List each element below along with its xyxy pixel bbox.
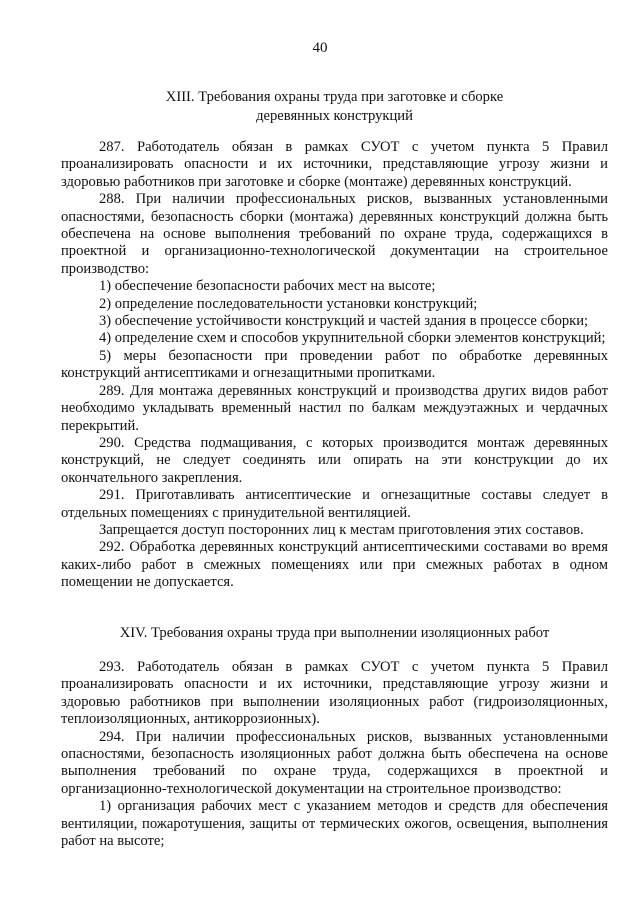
paragraph-289: 289. Для монтажа деревянных конструкций и производства других видов работ необходимо укладывать временный настил по балкам междуэтажных и чердачных перекрытий.	[61, 382, 608, 434]
paragraph-292: 292. Обработка деревянных конструкций антисептическими составами во время каких-либо работ в смежных помещениях или при смежных работах в одном помещении не допускается.	[61, 539, 608, 591]
section-14-body	[61, 659, 608, 850]
list-item-288-1: 1) обеспечение безопасности рабочих мест на высоте;	[99, 278, 436, 295]
page-number: 40	[312, 40, 328, 56]
paragraph-293: 293. Работодатель обязан в рамках СУОТ с учетом пункта 5 Правил проанализировать опасности и их источники, представляющие угрозу жизни и здоровью работников при выполнении изоляционных работ (гидроизоляционных, теплоизоляционных, антикоррозионных).	[61, 659, 608, 728]
section-13-heading-line2: деревянных конструкций	[256, 108, 413, 124]
list-item-288-3: 3) обеспечение устойчивости конструкций и частей здания в процессе сборки;	[99, 313, 589, 330]
list-item-288-5: 5) меры безопасности при проведении работ по обработке деревянных конструкций антисептиками и огнезащитными пропитками.	[61, 347, 608, 382]
section-13-heading-line1: XIII. Требования охраны труда при заготовке и сборке	[165, 89, 504, 105]
paragraph-294: 294. При наличии профессиональных рисков, вызванных установленными опасностями, безопасность изоляционных работ должна быть обеспечена на основе выполнения требований по охране труда, содержащихся в проектной и организационно-технологической документации на строительное производство:	[61, 728, 608, 797]
section-13-heading	[61, 88, 608, 126]
paragraph-288: 288. При наличии профессиональных рисков, вызванных установленными опасностями, безопасность сборки (монтажа) деревянных конструкций должна быть обеспечена на основе выполнения требований по охране труда, содержащихся в проектной и организационно-технологической документации на строительное производство:	[61, 191, 608, 277]
section-13-body	[61, 139, 608, 592]
paragraph-290: 290. Средства подмащивания, с которых производится монтаж деревянных конструкций, не следует соединять или опирать на эти конструкции до их окончательного закрепления.	[61, 434, 608, 486]
list-item-294-1: 1) организация рабочих мест с указанием методов и средств для обеспечения вентиляции, пожаротушения, защиты от термических ожогов, освещения, выполнения работ на высоте;	[61, 798, 608, 850]
list-item-288-4: 4) определение схем и способов укрупнительной сборки элементов конструкций;	[99, 330, 606, 347]
paragraph-291: 291. Приготавливать антисептические и огнезащитные составы следует в отдельных помещениях с принудительной вентиляцией.	[61, 487, 608, 521]
section-14-heading: XIV. Требования охраны труда при выполнении изоляционных работ	[119, 625, 550, 641]
paragraph-287: 287. Работодатель обязан в рамках СУОТ с учетом пункта 5 Правил проанализировать опасности и их источники, представляющие угрозу жизни и здоровью работников при заготовке и сборке (монтаже) деревянных конструкций.	[61, 139, 608, 190]
list-item-288-2: 2) определение последовательности установки конструкций;	[99, 295, 478, 312]
paragraph-291-prohibition: Запрещается доступ посторонних лиц к местам приготовления этих составов.	[99, 521, 584, 538]
